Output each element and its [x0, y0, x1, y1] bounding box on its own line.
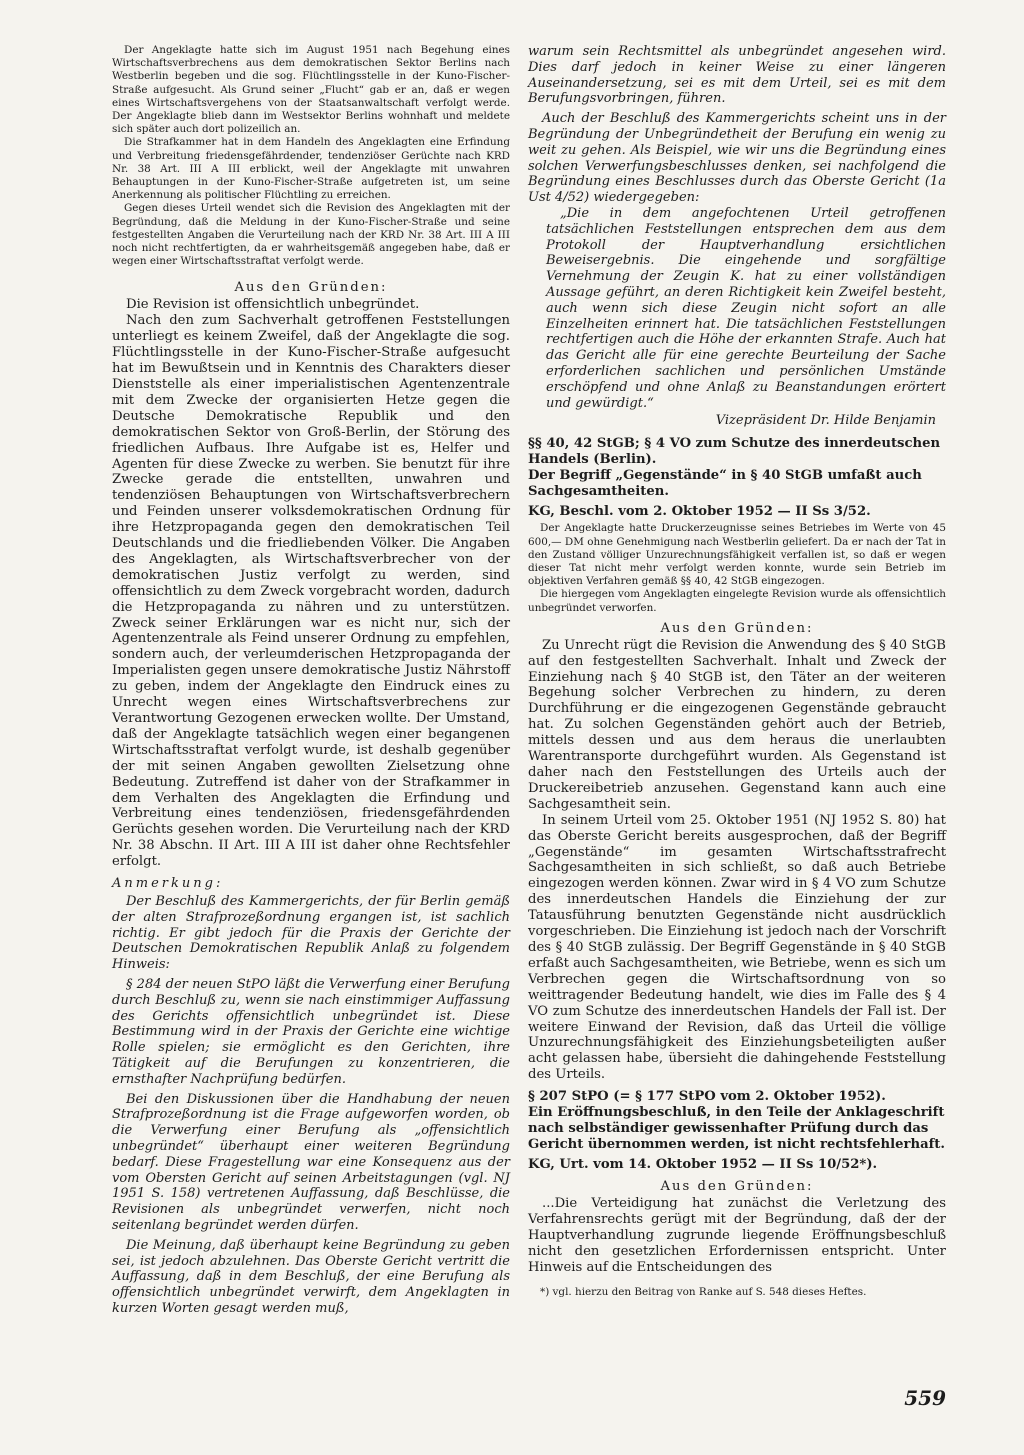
case-citation: KG, Urt. vom 14. Oktober 1952 — II Ss 10/52*). [528, 1157, 878, 1173]
quote-block [528, 206, 946, 411]
body-paragraph: Die Revision ist offensichtlich unbegründet. [126, 297, 420, 313]
body-paragraph: Nach den zum Sachverhalt getroffenen Feststellungen unterliegt es keinem Zweifel, daß der Angeklagte die sog. Flüchtlingsstelle in der Kuno-Fischer-Straße aufgesucht hat im Bewußtsein und in Kenntnis des Charakters dieser Dienststelle als einer imperialistischen Agentenzentrale mit dem Zwecke der organisierten Hetze gegen die Deutsche Demokratische Republik und den demokratischen Sektor von Groß-Berlin, der Störung des friedlichen Aufbaus. Ihre Aufgabe ist es, Helfer und Agenten für diese Zwecke zu werben. Sie benutzt für ihre Zwecke gerade die entstellten, unwahren und tendenziösen Behauptungen von Wirtschaftsverbrechern und Feinden unserer volksdemokratischen Ordnung für ihre Hetzpropaganda gegen den demokratischen Teil Deutschlands und die friedliebenden Völker. Die Angaben des Angeklagten, als Wirtschaftsverbrecher von der demokratischen Justiz verfolgt zu werden, sind offensichtlich zu dem Zweck vorgebracht worden, dadurch die Hetzpropaganda zu nähren und zu unterstützen. Zweck seiner Erklärungen war es nicht nur, sich der Agentenzentrale als Feind unserer Ordnung zu empfehlen, sondern auch, der verleumderischen Hetzpropaganda der Imperialisten gegen unsere demokratische Justiz Nährstoff zu geben, indem der Angeklagte den Eindruck eines zu Unrecht wegen eines Wirtschaftsverbrechens zur Verantwortung Gezogenen erwecken wollte. Der Umstand, daß der Angeklagte tatsächlich wegen einer begangenen Wirtschaftsstraftat verfolgt wurde, ist deshalb gegenüber der mit seinen Angaben gewollten Zielsetzung ohne Bedeutung. Zutreffend ist daher von der Strafkammer in dem Verhalten des Angeklagten die Erfindung und Verbreitung eines tendenziösen, friedensgefährdenden Gerüchts gesehen worden. Die Verurteilung nach der KRD Nr. 38 Abschn. II Art. III A III ist daher ohne Rechtsfehler erfolgt. [112, 313, 510, 870]
case-facts: Die hiergegen vom Angeklagten eingelegte Revision wurde als offensichtlich unbegründet verworfen. [528, 588, 946, 614]
footnote: *) vgl. hierzu den Beitrag von Ranke auf S. 548 dieses Heftes. [540, 1285, 867, 1298]
note-paragraph: Bei den Diskussionen über die Handhabung der neuen Strafprozeßordnung ist die Frage aufgeworfen worden, ob die Verwerfung einer Berufung als „offensichtlich unbegründet“ überhaupt einer weiteren Begründung bedarf. Diese Fragestellung war eine Konsequenz aus der vom Obersten Gericht auf seinen Arbeitstagungen (vgl. NJ 1951 S. 158) vertretenen Auffassung, daß Beschlüsse, die Revisionen als unbegründet verwerfen, nicht noch seitenlang begründet werden dürfen. [112, 1091, 510, 1234]
body-paragraph: In seinem Urteil vom 25. Oktober 1951 (NJ 1952 S. 80) hat das Oberste Gericht bereits ausgesprochen, daß der Begriff „Gegenstände“ im gesamten Wirtschaftsstrafrecht Sachgesamtheiten in sich schließt, so daß auch Betriebe eingezogen werden können. Zwar wird in § 4 VO zum Schutze des innerdeutschen Handels die Einziehung der zur Tatausführung benutzten Gegenstände nicht ausdrücklich vorgeschrieben. Die Einziehung ist jedoch nach der Vorschrift des § 40 StGB zulässig. Der Begriff Gegenstände in § 40 StGB erfaßt auch Sachgesamtheiten, wie Betriebe, wenn es sich um Verbrechen gegen die Wirtschaftsordnung von so weittragender Bedeutung handelt, wie dies im Falle des § 4 VO zum Schutze des innerdeutschen Handels der Fall ist. Der weitere Einwand der Revision, daß das Urteil die völlige Unzurechnungsfähigkeit des Einziehungsbeteiligten außer acht gelassen habe, übersieht die dahingehende Feststellung des Urteils. [528, 812, 946, 1083]
intro-paragraph: Der Angeklagte hatte sich im August 1951 nach Begehung eines Wirtschaftsverbrechens aus dem demokratischen Sektor Berlins nach Westberlin begeben und die sog. Flüchtlingsstelle in der Kuno-Fischer-Straße aufgesucht. Als Grund seiner „Flucht“ gab er an, daß er wegen eines Wirtschaftsvergehens von der Staatsanwaltschaft verfolgt werde. Der Angeklagte blieb dann im Westsektor Berlins wohnhaft und meldete sich später auch dort polizeilich an. [112, 44, 510, 136]
case-facts: Der Angeklagte hatte Druckerzeugnisse seines Betriebes im Werte von 45 600,— DM ohne Genehmigung nach Westberlin geliefert. Da er nach der Tat in den Zustand völliger Unzurechnungsfähigkeit verfallen ist, so daß er wegen dieser Tat nicht mehr verfolgt werden konnte, wurde sein Betrieb im objektiven Verfahren gemäß §§ 40, 42 StGB eingezogen. [528, 522, 946, 588]
note-paragraph: Auch der Beschluß des Kammergerichts scheint uns in der Begründung der Unbegründetheit der Berufung ein wenig zu weit zu gehen. Als Beispiel, wie wir uns die Begründung eines solchen Verwerfungsbeschlusses denken, sei nachfolgend die Begründung eines Beschlusses durch das Oberste Gericht (1a Ust 4/52) wiedergegeben: [528, 111, 946, 206]
section-heading-gruende: Aus den Gründen: [234, 280, 388, 296]
quote-text: „Die in dem angefochtenen Urteil getroffenen tatsächlichen Feststellungen entsprechen dem aus dem Protokoll der Hauptverhandlung ersichtlichen Beweisergebnis. Die eingehende und sorgfältige Vernehmung der Zeugin K. hat zu einer vollständigen Aussage geführt, an deren Richtigkeit kein Zweifel besteht, auch wenn sich diese Zeugin nicht sofort an alle Einzelheiten erinnert hat. Die tatsächlichen Feststellungen rechtfertigen auch die Höhe der erkannten Strafe. Auch hat das Gericht alle für eine gerechte Beurteilung der Sache erforderlichen sachlichen und persönlichen Umstände erschöpfend und ohne Anlaß zu Beanstandungen erörtert und gewürdigt.“ [546, 205, 946, 411]
intro-paragraph: Gegen dieses Urteil wendet sich die Revision des Angeklagten mit der Begründung, daß die Meldung in der Kuno-Fischer-Straße und seine festgestellten Angaben die Verurteilung nach der KRD Nr. 38 Art. III A III noch nicht rechtfertigten, da er wahrheitsgemäß angegeben habe, daß er wegen einer Wirtschaftsstraftat verfolgt werde. [112, 202, 510, 268]
case-headnote: Der Begriff „Gegenstände“ in § 40 StGB umfaßt auch Sachgesamtheiten. [528, 468, 922, 500]
signature: Vizepräsident Dr. Hilde Benjamin [715, 413, 936, 429]
case-citation: KG, Beschl. vom 2. Oktober 1952 — II Ss 3/52. [528, 504, 871, 520]
section-heading-gruende: Aus den Gründen: [660, 620, 814, 636]
section-heading-anmerkung: Anmerkung: [112, 876, 224, 892]
body-paragraph: ...Die Verteidigung hat zunächst die Verletzung des Verfahrensrechts gerügt mit der Begründung, daß der der Hauptverhandlung zugrunde liegende Eröffnungsbeschluß nicht den gesetzlichen Erfordernissen entspricht. Unter Hinweis auf die Entscheidungen des [528, 1196, 946, 1275]
case-title: §§ 40, 42 StGB; § 4 VO zum Schutze des innerdeutschen Handels (Berlin). [528, 436, 941, 468]
right-column [528, 44, 946, 1299]
note-paragraph: Die Meinung, daß überhaupt keine Begründung zu geben sei, ist jedoch abzulehnen. Das Oberste Gericht vertritt die Auffassung, daß in dem Beschluß, der eine Berufung als offensichtlich unbegründet verwirft, dem Angeklagten in kurzen Worten gesagt werden muß, [112, 1237, 510, 1316]
note-paragraph: § 284 der neuen StPO läßt die Verwerfung einer Berufung durch Beschluß zu, wenn sie nach einstimmiger Auffassung des Gerichts offensichtlich unbegründet ist. Diese Bestimmung wird in der Praxis der Gerichte eine wichtige Rolle spielen; sie ermöglicht es den Gerichten, ihre Tätigkeit auf die Berufungen zu konzentrieren, die ernsthafter Nachprüfung bedürfen. [112, 977, 510, 1087]
intro-paragraph: Die Strafkammer hat in dem Handeln des Angeklagten eine Erfindung und Verbreitung friedensgefährdender, tendenziöser Gerüchte nach KRD Nr. 38 Art. III A III erblickt, weil der Angeklagte mit unwahren Behauptungen in der Kuno-Fischer-Straße aufgetreten ist, um seine Anerkennung als politischer Flüchtling zu erreichen. [112, 136, 510, 202]
case-headnote: Ein Eröffnungsbeschluß, in den Teile der Anklageschrift nach selbständiger gewissenhafter Prüfung durch das Gericht übernommen werden, ist nicht rechtsfehlerhaft. [528, 1105, 945, 1153]
case-title: § 207 StPO (= § 177 StPO vom 2. Oktober 1952). [528, 1089, 886, 1105]
note-paragraph: Der Beschluß des Kammergerichts, der für Berlin gemäß der alten Strafprozeßordnung ergangen ist, ist sachlich richtig. Er gibt jedoch für die Praxis der Gerichte der Deutschen Demokratischen Republik Anlaß zu folgendem Hinweis: [112, 894, 510, 973]
left-column [112, 44, 510, 1317]
body-paragraph: Zu Unrecht rügt die Revision die Anwendung des § 40 StGB auf den festgestellten Sachverhalt. Inhalt und Zweck der Einziehung nach § 40 StGB ist, den Täter an der weiteren Begehung solcher Verbrechen zu hindern, zu deren Durchführung er die eingezogenen Gegenstände gebraucht hat. Zu solchen Gegenständen gehört auch der Betrieb, mittels dessen und aus dem heraus die unerlaubten Warentransporte durchgeführt wurden. Als Gegenstand ist daher nach den Feststellungen des Urteils auch der Druckereibetrieb anzusehen. Gegenstand kann auch eine Sachgesamtheit sein. [528, 637, 946, 812]
note-paragraph: warum sein Rechtsmittel als unbegründet angesehen wird. Dies darf jedoch in keiner Weise zu einer längeren Auseinandersetzung, sei es mit dem Urteil, sei es mit dem Berufungsvorbringen, führen. [528, 44, 946, 107]
section-heading-gruende: Aus den Gründen: [660, 1179, 814, 1195]
page-number: 559 [904, 1386, 946, 1410]
